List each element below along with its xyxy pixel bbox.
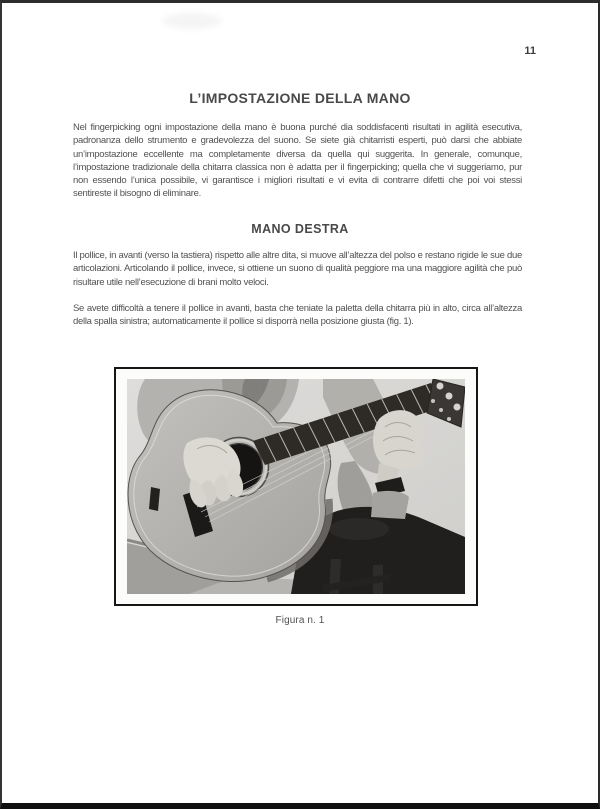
page-number: 11 (524, 45, 536, 57)
right-hand-paragraph: Il pollice, in avanti (verso la tastiera) rispetto alle altre dita, si muove all’altezza del polso e restano rigide le sue due articolazioni. Articolando il pollice, invece, si ottiene un suono di qualità peggiore ma una maggiore agilità che può risultare utile nell’esecuzione di brani molto veloci. (73, 250, 522, 288)
figure-caption: Figura n. 1 (275, 615, 325, 626)
page-title: L’IMPOSTAZIONE DELLA MANO (189, 90, 411, 106)
scan-smudge (162, 13, 222, 29)
tip-paragraph: Se avete difficoltà a tenere il pollice in avanti, basta che teniate la paletta della chitarra più in alto, circa all’altezza della spalla sinistra; automaticamente il pollice si disporrà nella posizione giusta (fig. 1). (73, 303, 522, 328)
section-heading: MANO DESTRA (251, 222, 349, 236)
intro-paragraph: Nel fingerpicking ogni impostazione della mano è buona purché dia soddisfacenti risultati in agilità esecutiva, padronanza dello strumento e gradevolezza del suono. Se siete già chitarristi esperti, può darsi che abbiate un’impostazione eccellente ma completamente diversa da quella qui suggerita. In generale, comunque, l’impostazione tradizionale della chitarra classica non è adatta per il fingerpicking; quella che vi suggeriamo, pur non essendo l’unica possibile, vi garantisce i migliori risultati e vi evita di contrarre difetti che poi voi stessi sentireste il bisogno di eliminare. (73, 122, 522, 200)
figure-1-photo (114, 367, 478, 606)
guitarist-photo (127, 379, 465, 594)
